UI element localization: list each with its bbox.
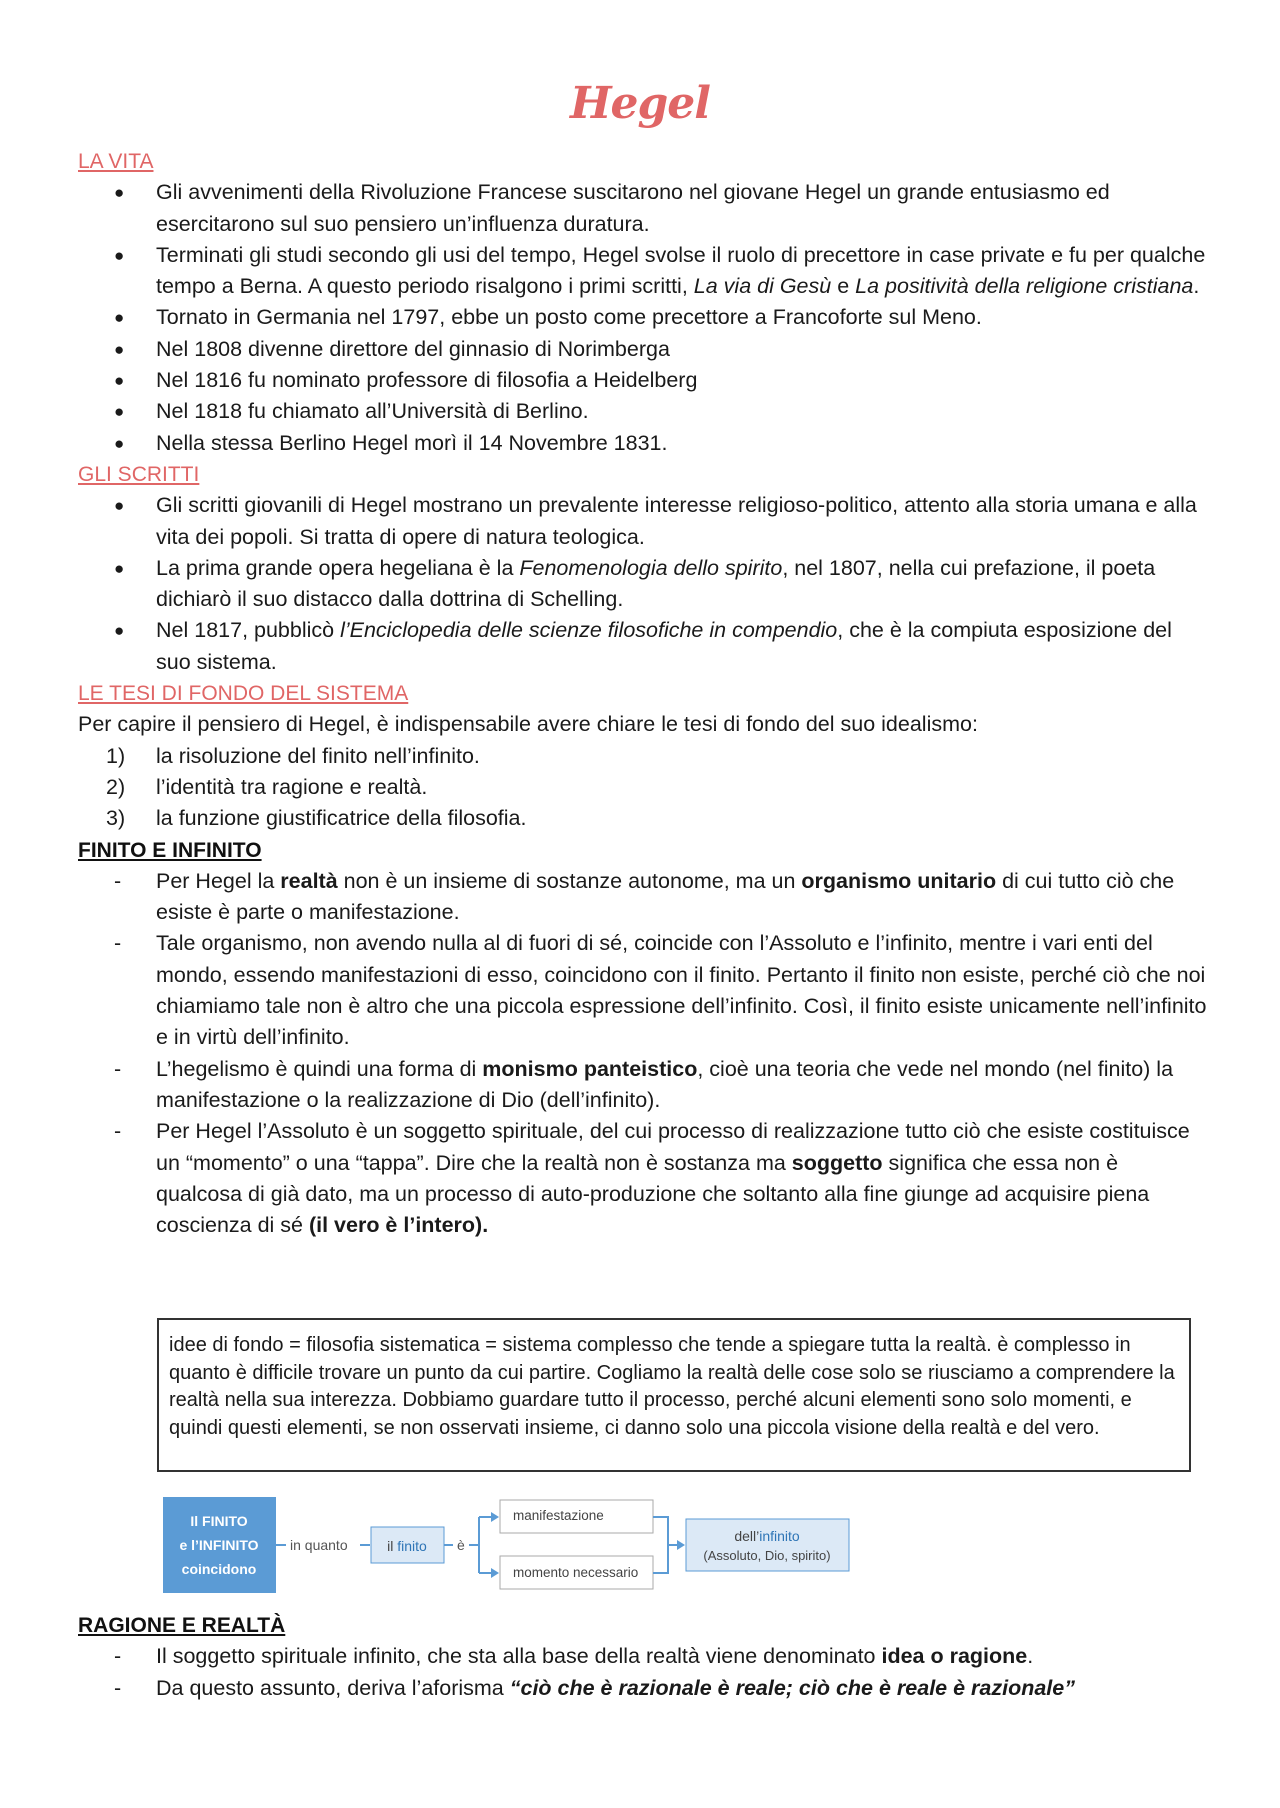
svg-text:il finito: il finito <box>387 1538 427 1554</box>
section-heading-tesi: LE TESI DI FONDO DEL SISTEMA <box>78 682 409 706</box>
finito-infinito-diagram <box>163 1497 1063 1597</box>
list-scritti <box>78 490 1208 678</box>
list-item: ● Terminati gli studi secondo gli usi del tempo, Hegel svolse il ruolo di precettore in case private e fu per qualche tempo a Berna. A questo periodo risalgono i primi scritti, La via di Gesù e La positività della religione cristiana. <box>78 240 1208 303</box>
list-item: ● La prima grande opera hegeliana è la Fenomenologia dello spirito, nel 1807, nella cui prefazione, il poeta dichiarò il suo distacco dalla dottrina di Schelling. <box>78 553 1208 616</box>
bullet-icon: ● <box>114 183 125 203</box>
bullet-icon: ● <box>114 339 125 359</box>
diagram-e: è <box>457 1537 465 1553</box>
section-heading-finito: FINITO E INFINITO <box>78 838 262 862</box>
section-heading-ragione: RAGIONE E REALTÀ <box>78 1614 286 1637</box>
svg-text:momento necessario: momento necessario <box>513 1565 639 1580</box>
list-item: ● Gli avvenimenti della Rivoluzione Francese suscitarono nel giovane Hegel un grande entusiasmo ed esercitarono sul suo pensiero un’influenza duratura. <box>78 177 1208 240</box>
bullet-icon: ● <box>114 496 125 516</box>
diagram-sub: (Assoluto, Dio, spirito) <box>703 1548 831 1563</box>
diagram-infinito-box <box>686 1519 849 1571</box>
bullet-icon: ● <box>114 371 125 391</box>
summary-box: idee di fondo = filosofia sistematica = sistema complesso che tende a spiegare tutta la realtà. è complesso in quanto è difficile trovare un punto da cui partire. Cogliamo la realtà delle cose solo se riusciamo a comprendere la realtà nella sua interezza. Dobbiamo guardare tutto il processo, perché alcuni elementi sono solo momenti, e quindi questi elementi, se non osservati insieme, ci danno solo una piccola visione della realtà e del vero. <box>157 1318 1191 1472</box>
bullet-icon: ● <box>114 308 125 328</box>
list-item: - Da questo assunto, deriva l’aforisma “ciò che è razionale è reale; ciò che è reale è razionale” <box>78 1673 1208 1704</box>
list-item: - L’hegelismo è quindi una forma di monismo panteistico, cioè una teoria che vede nel mondo (nel finito) la manifestazione o la realizzazione di Dio (dell’infinito). <box>78 1054 1208 1117</box>
list-item: - Per Hegel l’Assoluto è un soggetto spirituale, del cui processo di realizzazione tutto ciò che esiste costituisce un “momento” o una “tappa”. Dire che la realtà non è sostanza ma soggetto significa che essa non è qualcosa di già dato, ma un processo di auto-produzione che soltanto alla fine giunge ad acquisire piena coscienza di sé (il vero è l’intero). <box>78 1116 1208 1241</box>
tesi-intro: Per capire il pensiero di Hegel, è indispensabile avere chiare le tesi di fondo del suo idealismo: <box>78 712 978 737</box>
list-item: 3) la funzione giustificatrice della filosofia. <box>106 806 527 831</box>
bullet-icon: ● <box>114 621 125 641</box>
list-item: 1) la risoluzione del finito nell’infinito. <box>106 743 480 768</box>
svg-text:manifestazione: manifestazione <box>513 1508 604 1523</box>
list-item: ● Nel 1817, pubblicò l’Enciclopedia delle scienze filosofiche in compendio, che è la compiuta esposizione del suo sistema. <box>78 615 1208 678</box>
list-vita <box>78 177 1208 459</box>
list-ragione <box>78 1641 1208 1704</box>
list-item: - Per Hegel la realtà non è un insieme di sostanze autonome, ma un organismo unitario di cui tutto ciò che esiste è parte o manifestazione. <box>78 866 1208 929</box>
section-heading-scritti: GLI SCRITTI <box>78 462 200 486</box>
bullet-icon: ● <box>114 558 125 578</box>
main-content <box>78 146 1208 1241</box>
diagram-main-line3: coincidono <box>181 1561 257 1577</box>
bullet-icon: ● <box>114 433 125 453</box>
list-item: ● Nella stessa Berlino Hegel morì il 14 Novembre 1831. <box>78 428 1208 459</box>
diagram-main-line2: e l’INFINITO <box>179 1537 259 1553</box>
dash-icon: - <box>114 868 122 893</box>
list-item: ● Nel 1818 fu chiamato all’Università di Berlino. <box>78 396 1208 427</box>
dash-icon: - <box>114 1119 122 1144</box>
list-item: - Tale organismo, non avendo nulla al di fuori di sé, coincide con l’Assoluto e l’infinito, mentre i vari enti del mondo, essendo manifestazioni di esso, coincidono con il finito. Pertanto il finito non esiste, perché ciò che noi chiamiamo tale non è altro che una piccola espressione dell’infinito. Così, il finito esiste unicamente nell’infinito e in virtù dell’infinito. <box>78 928 1208 1053</box>
list-finito <box>78 866 1208 1242</box>
dash-icon: - <box>114 1644 122 1669</box>
diagram-main-line1: Il FINITO <box>190 1513 248 1529</box>
bullet-icon: ● <box>114 402 125 422</box>
page-title: Hegel <box>569 78 711 129</box>
svg-text:dell’infinito: dell’infinito <box>734 1528 800 1544</box>
dash-icon: - <box>114 931 122 956</box>
diagram-in-quanto: in quanto <box>290 1537 348 1553</box>
dash-icon: - <box>114 1675 122 1700</box>
dash-icon: - <box>114 1056 122 1081</box>
ragione-section <box>78 1610 1208 1704</box>
list-item: ● Tornato in Germania nel 1797, ebbe un posto come precettore a Francoforte sul Meno. <box>78 302 1208 333</box>
list-item: - Il soggetto spirituale infinito, che sta alla base della realtà viene denominato idea o ragione. <box>78 1641 1208 1672</box>
list-item: ● Nel 1808 divenne direttore del ginnasio di Norimberga <box>78 334 1208 365</box>
section-heading-vita: LA VITA <box>78 150 154 173</box>
list-item: 2) l’identità tra ragione e realtà. <box>106 774 428 799</box>
list-item: ● Gli scritti giovanili di Hegel mostrano un prevalente interesse religioso-politico, attento alla storia umana e alla vita dei popoli. Si tratta di opere di natura teologica. <box>78 490 1208 553</box>
list-tesi <box>78 741 1208 835</box>
bullet-icon: ● <box>114 245 125 265</box>
list-item: ● Nel 1816 fu nominato professore di filosofia a Heidelberg <box>78 365 1208 396</box>
